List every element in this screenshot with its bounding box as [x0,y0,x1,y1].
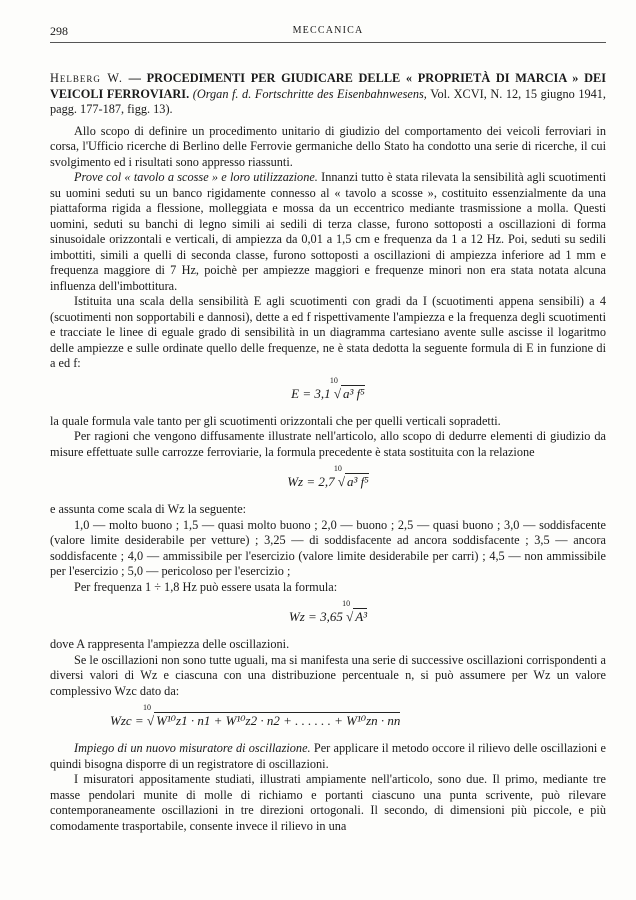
root-index: 10 [142,703,151,712]
formula-e-radicand: a³ f⁵ [343,385,365,401]
formula-wz-low-freq-lhs: Wz = 3,65 [288,609,343,624]
paragraph-11 [50,741,606,772]
formula-wz-low-freq [50,599,606,625]
article-heading [50,71,606,118]
source-journal: (Organ f. d. Fortschritte des Eisenbahnwesens, [192,86,427,101]
source-details: Vol. XCVI, N. 12, 15 giugno 1941, pagg. 177-187, figg. 13). [50,86,606,116]
formula-wz-low-freq-radicand: A³ [355,609,368,624]
paragraph-7-scale: 1,0 — molto buono ; 1,5 — quasi molto buono ; 2,0 — buono ; 2,5 — quasi buono ; 3,0 — soddisfacente (valore limite desiderabile per vetture) ; 3,25 — di soddisfacente ad ancora soddisfacente ; 3,5 — ancora soddisfacente ; 4,0 — ammissibile per l'esercizio (valore limite desiderabile per carri) ; 4,5 — non ammissibile per l'esercizio ; 5,0 — pericoloso per l'esercizio ; [50,517,606,578]
formula-e-root: 10 √ a³ f⁵ [329,375,365,401]
section-heading-misuratore: Impiego di un nuovo misuratore di oscillazione. [74,741,311,755]
paragraph-2 [50,170,606,294]
formula-wz-lhs: Wz = 2,7 [287,474,335,489]
formula-wz-root: 10 √ a³ f⁵ [333,464,369,489]
article-title: PROCEDIMENTI PER GIUDICARE DELLE « PROPRIETÀ DI MARCIA » DEI VEICOLI FERROVIARI. [50,71,606,101]
formula-wz-low-freq-root: 10 √ A³ [342,599,368,624]
paragraph-4: la quale formula vale tanto per gli scuotimenti orizzontali che per quelli verticali sopradetti. [50,413,501,428]
running-title: MECCANICA [292,25,364,36]
formula-e [50,375,606,402]
formula-wz-radicand: a³ f⁵ [347,474,369,489]
paragraph-6: e assunta come scala di Wz la seguente: [50,502,247,516]
formula-wzc [110,703,606,729]
paragraph-1: Allo scopo di definire un procedimento unitario di giudizio del comportamento dei veicoli ferroviari in corsa, l'Ufficio ricerche di Berlino delle Ferrovie germaniche dello Stato ha condotto una serie di ricerche, il cui svolgimento ed i risultati sono appresso riassunti. [50,123,606,169]
title-dash: — [122,71,147,85]
paragraph-2-text: Innanzi tutto è stata rilevata la sensibilità agli scuotimenti su uomini seduti su un banco rigidamente connesso al « tavolo a scosse », costituito essenzialmente da una piattaforma rigida a flessione, molleggiata e mossa da un eccentrico mediante trasmissione a molla. Questi uomini, seduti su banchi di legno simili ai sedili di terza classe, furono sottoposti a oscillazioni di forma sinusoidale orizzontali e verticali, di ampiezza da 0,01 a 1,5 cm e frequenza da 1 a 12 Hz. Poi, seduti su sedili imbottiti, simili a quelli di seconda classe, furono sottoposti a oscillazioni di ampiezza inferiore ad 1 mm e frequenza maggiore di 7 Hz, poichè per ampiezze maggiori e frequenze minori non era stata notata alcuna influenza dell'imbottitura. [50,170,606,293]
paragraph-11-text: Per applicare il metodo occore il rilievo delle oscillazioni e quindi bisogna disporre di un registratore di oscillazioni. [50,741,606,771]
formula-wzc-radicand: W¹⁰z1 · n1 + W¹⁰z2 · n2 + . . . . . . + W¹⁰zn · nn [156,713,401,728]
formula-wzc-lhs: Wzc = [110,713,144,728]
paragraph-9: dove A rappresenta l'ampiezza delle oscillazioni. [50,637,290,651]
author: Helberg W. [50,71,123,85]
root-index: 10 [329,375,338,385]
paragraph-3: Istituita una scala della sensibilità E agli scuotimenti con gradi da I (scuotimenti appena sensibili) a 4 (scuotimenti non sopportabili e dannosi), dette a ed f rispettivamente l'ampiezza e la frequenza degli scuotimenti e tracciate le linee di eguale grado di sensibilità in un diagramma cartesiano avente sulle ascisse il logaritmo delle ampiezze e sulle ordinate quello delle frequenze, ne è stata dedotta la seguente formula di E in funzione di a ed f: [50,294,606,370]
root-index: 10 [342,599,351,608]
page-number: 298 [50,24,68,38]
root-index: 10 [333,464,342,473]
section-heading-tavolo: Prove col « tavolo a scosse » e loro utilizzazione. [74,170,318,184]
paragraph-5: Per ragioni che vengono diffusamente illustrate nell'articolo, allo scopo di dedurre elementi di giudizio da misure effettuate sulle carrozze ferroviarie, la formula precedente è stata sostituita con la relazione [50,429,606,459]
paragraph-12: I misuratori appositamente studiati, illustrati ampiamente nell'articolo, sono due. Il primo, mediante tre masse pendolari munite di molle di richiamo e portanti ciascuno una punta scrivente, può rilevare contemporaneamente oscillazioni in tre direzioni ortogonali. Il secondo, di dimensioni più piccole, e più comodamente trasportabile, consente invece il rilievo in una [50,772,606,833]
paragraph-10: Se le oscillazioni non sono tutte uguali, ma si manifesta una serie di successive oscillazioni corrispondenti a diversi valori di Wz e ciascuna con una distribuzione percentuale n, si può assumere per Wz un valore complessivo Wzc dato da: [50,652,606,698]
formula-wz [50,464,606,490]
formula-e-lhs: E = 3,1 [291,385,331,401]
formula-wzc-root: 10 √ W¹⁰z1 · n1 + W¹⁰z2 · n2 + . . . . . . + W¹⁰zn · nn [142,703,401,728]
page-header [50,22,606,43]
paragraph-8: Per frequenza 1 ÷ 1,8 Hz può essere usata la formula: [74,579,338,594]
